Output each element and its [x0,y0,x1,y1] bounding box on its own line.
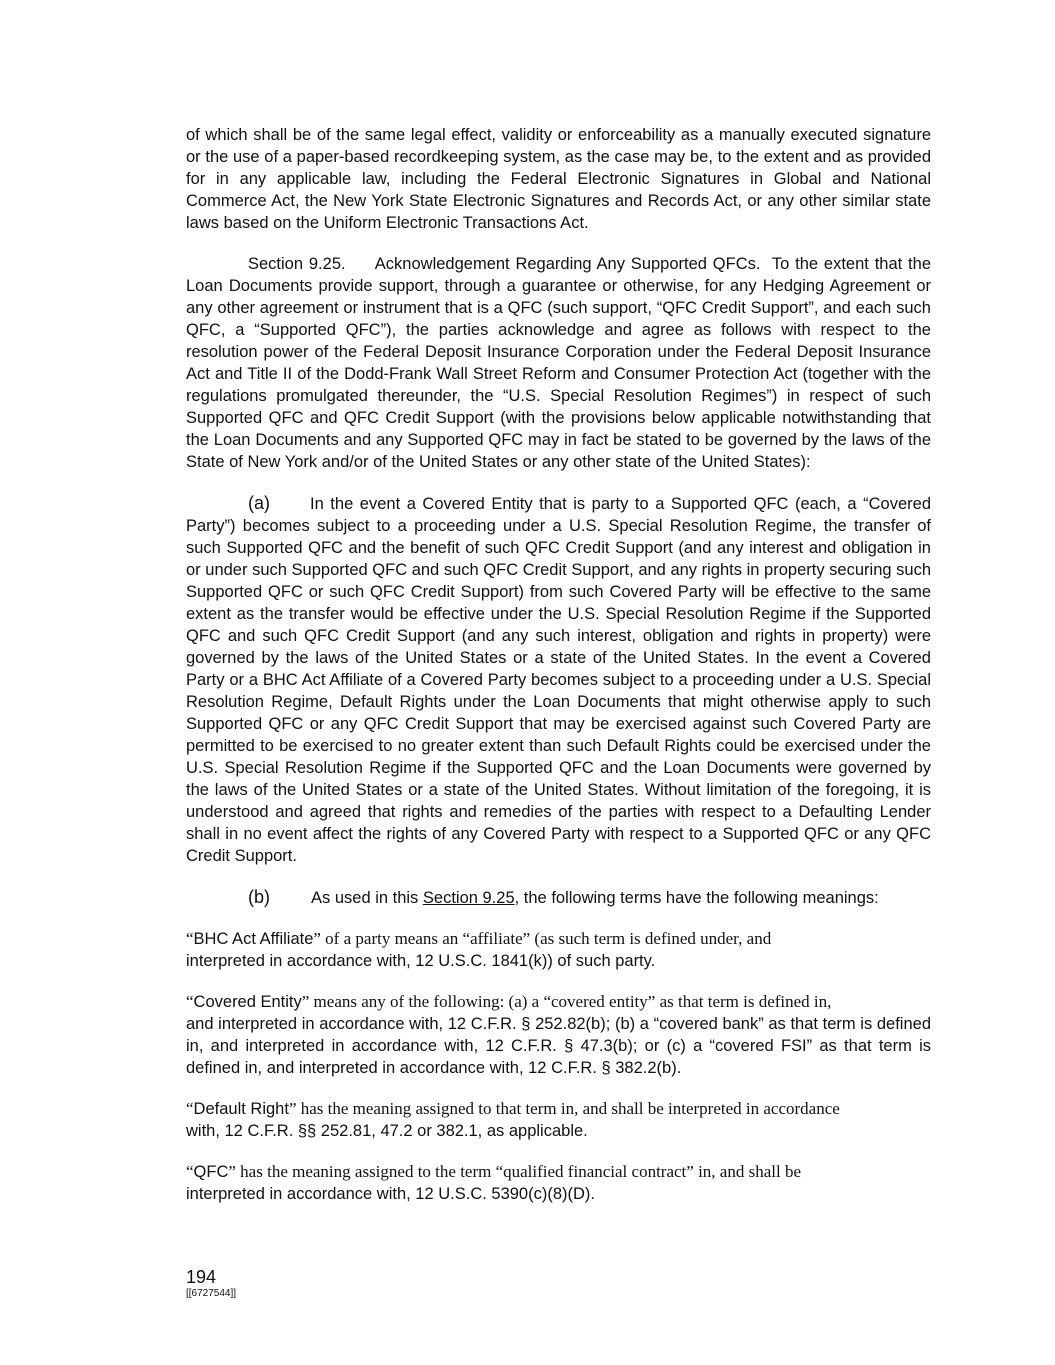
term-qfc-credit-support: QFC Credit Support [662,299,809,317]
definition-covered-entity: “Covered Entity” means any of the following: (a) a “covered entity” as that term is defined in, and interpreted in accordance with, 12 C.F.R. § 252.82(b); (b) a “covered bank” as that term is defined in, and interpreted in accordance with, 12 C.F.R. § 47.3(b); or (c) a “covered FSI” as that term is defined in, and interpreted in accordance with, 12 C.F.R. § 382.2(b). [186,992,931,1077]
item-a-text: In the event a Covered Entity that is party to a Supported QFC (each, a “ [310,495,869,513]
definition-text: and interpreted in accordance with, 12 C.F.R. § 252.82(b); (b) a “covered bank” as that term is defined in, and interpreted in accordance with, 12 C.F.R. § 47.3(b); or (c) a “covered FSI” as that term is defined in, and interpreted in accordance with, 12 C.F.R. § 382.2(b). [186,1015,931,1077]
definition-term: QFC [193,1163,229,1181]
page-footer [186,1266,236,1300]
item-b-text: As used in this [311,889,423,907]
term-supported-qfc: Supported QFC [259,321,381,339]
definition-text: interpreted in accordance with, 12 U.S.C. 5390(c)(8)(D). [186,1185,596,1203]
section-9-25-paragraph [186,253,931,473]
item-b-paragraph [186,886,931,909]
document-id: [[6727544]] [186,1288,237,1299]
definition-text: interpreted in accordance with, 12 U.S.C. 1841(k)) of such party. [186,952,656,970]
page-number: 194 [186,1267,217,1287]
term-us-special-resolution-regimes: U.S. Special Resolution Regimes [508,387,767,405]
section-9-25-link[interactable]: Section 9.25 [422,889,515,907]
section-text: ”) in respect of such Supported QFC and QFC Credit Support (with the provisions below applicable notwithstanding that the Loan Documents and any Supported QFC may in fact be stated to be governed by the laws of the State of New York and/or of the United States or any other state of the United States): [186,387,931,471]
definition-bhc-act-affiliate: “BHC Act Affiliate” of a party means an “affiliate” (as such term is defined under, and interpreted in accordance with, 12 U.S.C. 1841(k)) of such party. [186,929,772,970]
section-text: ”, and each such QFC, a “ [186,299,931,339]
definition-text: with, 12 C.F.R. §§ 252.81, 47.2 or 382.1, as applicable. [186,1122,588,1140]
item-b-text: , the following terms have the following meanings: [514,889,879,907]
item-a-paragraph [186,492,931,867]
section-heading: Acknowledgement Regarding Any Supported QFCs. [374,255,761,273]
section-number: Section 9.25. [248,255,346,273]
paragraph-continuation: of which shall be of the same legal effect, validity or enforceability as a manually executed signature or the use of a paper-based recordkeeping system, as the case may be, to the extent and as provided for in any applicable law, including the Federal Electronic Signatures in Global and National Commerce Act, the New York State Electronic Signatures and Records Act, or any other similar state laws based on the Uniform Electronic Transactions Act. [186,126,931,232]
definition-qfc: “QFC” has the meaning assigned to the term “qualified financial contract” in, and shall be interpreted in accordance with, 12 U.S.C. 5390(c)(8)(D). [186,1162,801,1203]
item-b-label: (b) [248,887,270,907]
item-a-text: ”) becomes subject to a proceeding under a U.S. Special Resolution Regime, the transfer of such Supported QFC and the benefit of such QFC Credit Support (and any interest and obligation in or under such Supported QFC and such QFC Credit Support, and any rights in property securing such Supported QFC or such QFC Credit Support) from such Covered Party will be effective to the same extent as the transfer would be effective under the U.S. Special Resolution Regime if the Supported QFC and such QFC Credit Support (and any such interest, obligation and rights in property) were governed by the laws of the United States or a state of the United States. In the event a Covered Party or a BHC Act Affiliate of a Covered Party becomes subject to a proceeding under a U.S. Special Resolution Regime, Default Rights under the Loan Documents that might otherwise apply to such Supported QFC or any QFC Credit Support that may be exercised against such Covered Party are permitted to be exercised to no greater extent than such Default Rights could be exercised under the U.S. Special Resolution Regime if the Supported QFC and the Loan Documents were governed by the laws of the United States or a state of the United States. Without limitation of the foregoing, it is understood and agreed that rights and remedies of the parties with respect to a Defaulting Lender shall in no event affect the rights of any Covered Party with respect to a Supported QFC or any QFC Credit Support. [186,517,931,865]
definition-term: Covered Entity [193,993,302,1011]
definition-term: Default Right [193,1100,289,1118]
definition-text: ” of a party means an “affiliate” (as such term is defined under, and [313,929,772,948]
section-text: To the extent that the Loan Documents provide support, through a guarantee or otherwise, for any Hedging Agreement or any other agreement or instrument that is a QFC (such support, “ [186,255,931,317]
definition-text: ” means any of the following: (a) a “covered entity” as that term is defined in, [301,992,832,1011]
term-covered-party: Covered Party [186,495,931,535]
definition-term: BHC Act Affiliate [193,930,314,948]
document-page [186,124,931,1205]
definition-text: ” has the meaning assigned to that term in, and shall be interpreted in accordance [288,1099,840,1118]
section-text: ”), the parties acknowledge and agree as follows with respect to the resolution power of the Federal Deposit Insurance Corporation under the Federal Deposit Insurance Act and Title II of the Dodd-Frank Wall Street Reform and Consumer Protection Act (together with the regulations promulgated thereunder, the “ [186,321,931,405]
definition-default-right: “Default Right” has the meaning assigned to that term in, and shall be interpreted in accordance with, 12 C.F.R. §§ 252.81, 47.2 or 382.1, as applicable. [186,1099,840,1140]
item-a-label: (a) [248,493,270,513]
definition-text: ” has the meaning assigned to the term “qualified financial contract” in, and shall be [228,1162,801,1181]
